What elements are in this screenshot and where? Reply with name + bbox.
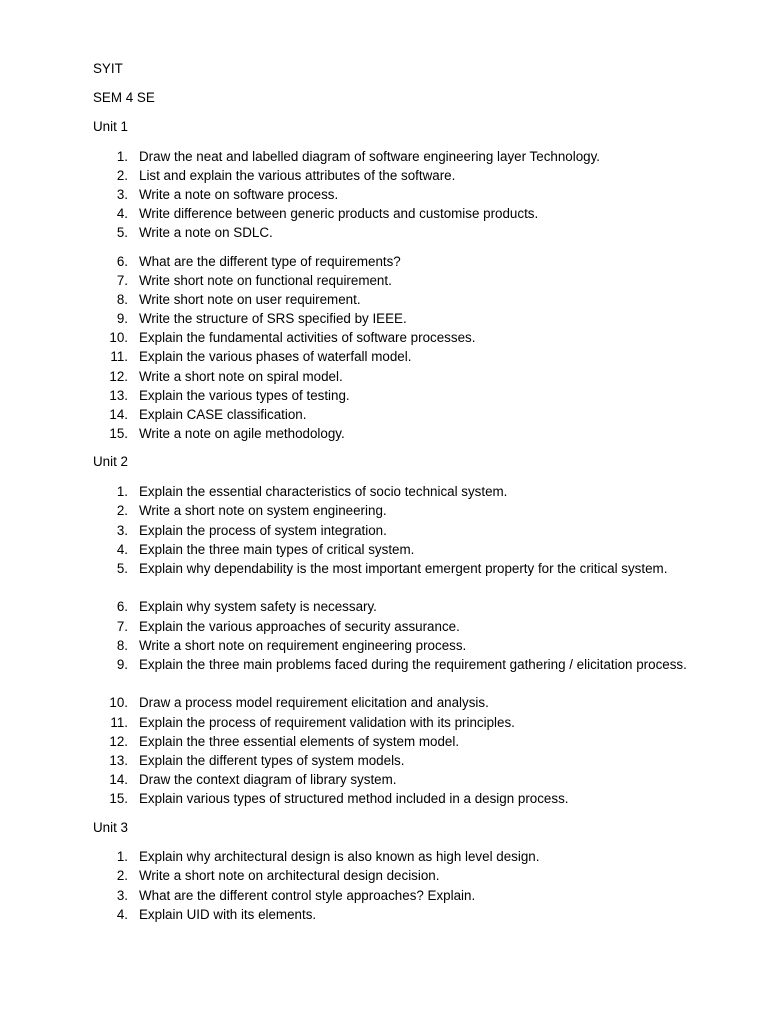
item-number: 3.: [116, 888, 128, 903]
item-number: 11.: [110, 349, 128, 364]
item-number: 9.: [116, 311, 128, 326]
item-text: Explain the three main problems faced during the requirement gathering / elicitation process.: [139, 657, 687, 672]
item-number: 8.: [116, 638, 128, 653]
item-text: Explain why architectural design is also known as high level design.: [139, 849, 540, 864]
item-number: 9.: [116, 657, 128, 672]
item-number: 2.: [116, 168, 128, 183]
course-title: SYIT: [93, 61, 123, 76]
item-number: 3.: [116, 523, 128, 538]
item-text: Explain CASE classification.: [139, 407, 307, 422]
item-number: 13.: [109, 388, 128, 403]
item-text: Explain the process of system integration.: [139, 523, 387, 538]
item-text: Explain the various phases of waterfall model.: [139, 349, 412, 364]
item-number: 7.: [116, 619, 128, 634]
item-number: 7.: [116, 273, 128, 288]
item-number: 4.: [116, 206, 128, 221]
item-text: Draw the neat and labelled diagram of software engineering layer Technology.: [139, 149, 601, 164]
item-text: Write short note on user requirement.: [139, 292, 361, 307]
item-number: 5.: [116, 561, 128, 576]
semester-subject: SEM 4 SE: [93, 90, 155, 105]
item-text: Write a short note on system engineering.: [139, 503, 387, 518]
item-number: 6.: [116, 599, 128, 614]
item-number: 4.: [116, 542, 128, 557]
item-number: 14.: [109, 772, 128, 787]
item-text: Explain UID with its elements.: [139, 907, 317, 922]
item-text: Write a note on software process.: [139, 187, 339, 202]
item-text: Write a note on agile methodology.: [139, 426, 345, 441]
item-text: Explain the various types of testing.: [139, 388, 350, 403]
item-text: Explain the various approaches of security assurance.: [139, 619, 460, 634]
item-number: 14.: [109, 407, 128, 422]
item-number: 12.: [109, 369, 128, 384]
item-number: 6.: [116, 254, 128, 269]
item-text: Write short note on functional requirement.: [139, 273, 392, 288]
item-text: Write a short note on requirement engineering process.: [139, 638, 467, 653]
item-text: Write a note on SDLC.: [139, 225, 273, 240]
item-number: 15.: [109, 791, 128, 806]
item-number: 2.: [116, 868, 128, 883]
item-text: Write the structure of SRS specified by IEEE.: [139, 311, 407, 326]
item-text: Explain the fundamental activities of software processes.: [139, 330, 476, 345]
item-text: Explain the three main types of critical system.: [139, 542, 415, 557]
unit-heading: Unit 3: [93, 820, 128, 835]
item-text: What are the different type of requirements?: [139, 254, 401, 269]
item-text: Write a short note on spiral model.: [139, 369, 343, 384]
item-text: Explain why dependability is the most important emergent property for the critical system.: [139, 561, 668, 576]
item-number: 10.: [109, 695, 128, 710]
item-text: Explain the different types of system models.: [139, 753, 405, 768]
item-text: Draw the context diagram of library system.: [139, 772, 397, 787]
item-text: Explain various types of structured method included in a design process.: [139, 791, 569, 806]
item-text: Explain why system safety is necessary.: [139, 599, 377, 614]
unit-heading: Unit 2: [93, 454, 128, 469]
unit-heading: Unit 1: [93, 119, 128, 134]
item-number: 4.: [116, 907, 128, 922]
item-text: Explain the three essential elements of system model.: [139, 734, 460, 749]
item-number: 10.: [109, 330, 128, 345]
item-number: 1.: [116, 484, 128, 499]
item-text: Explain the process of requirement validation with its principles.: [139, 715, 515, 730]
item-text: Draw a process model requirement elicitation and analysis.: [139, 695, 489, 710]
item-number: 15.: [109, 426, 128, 441]
item-number: 2.: [116, 503, 128, 518]
item-number: 1.: [116, 149, 128, 164]
item-text: What are the different control style approaches? Explain.: [139, 888, 476, 903]
item-text: Write a short note on architectural design decision.: [139, 868, 440, 883]
item-number: 1.: [116, 849, 128, 864]
item-text: Explain the essential characteristics of socio technical system.: [139, 484, 508, 499]
item-number: 3.: [116, 187, 128, 202]
item-number: 12.: [109, 734, 128, 749]
item-text: Write difference between generic products and customise products.: [139, 206, 539, 221]
item-number: 8.: [116, 292, 128, 307]
item-text: List and explain the various attributes of the software.: [139, 168, 456, 183]
item-number: 13.: [109, 753, 128, 768]
item-number: 11.: [110, 715, 128, 730]
item-number: 5.: [116, 225, 128, 240]
